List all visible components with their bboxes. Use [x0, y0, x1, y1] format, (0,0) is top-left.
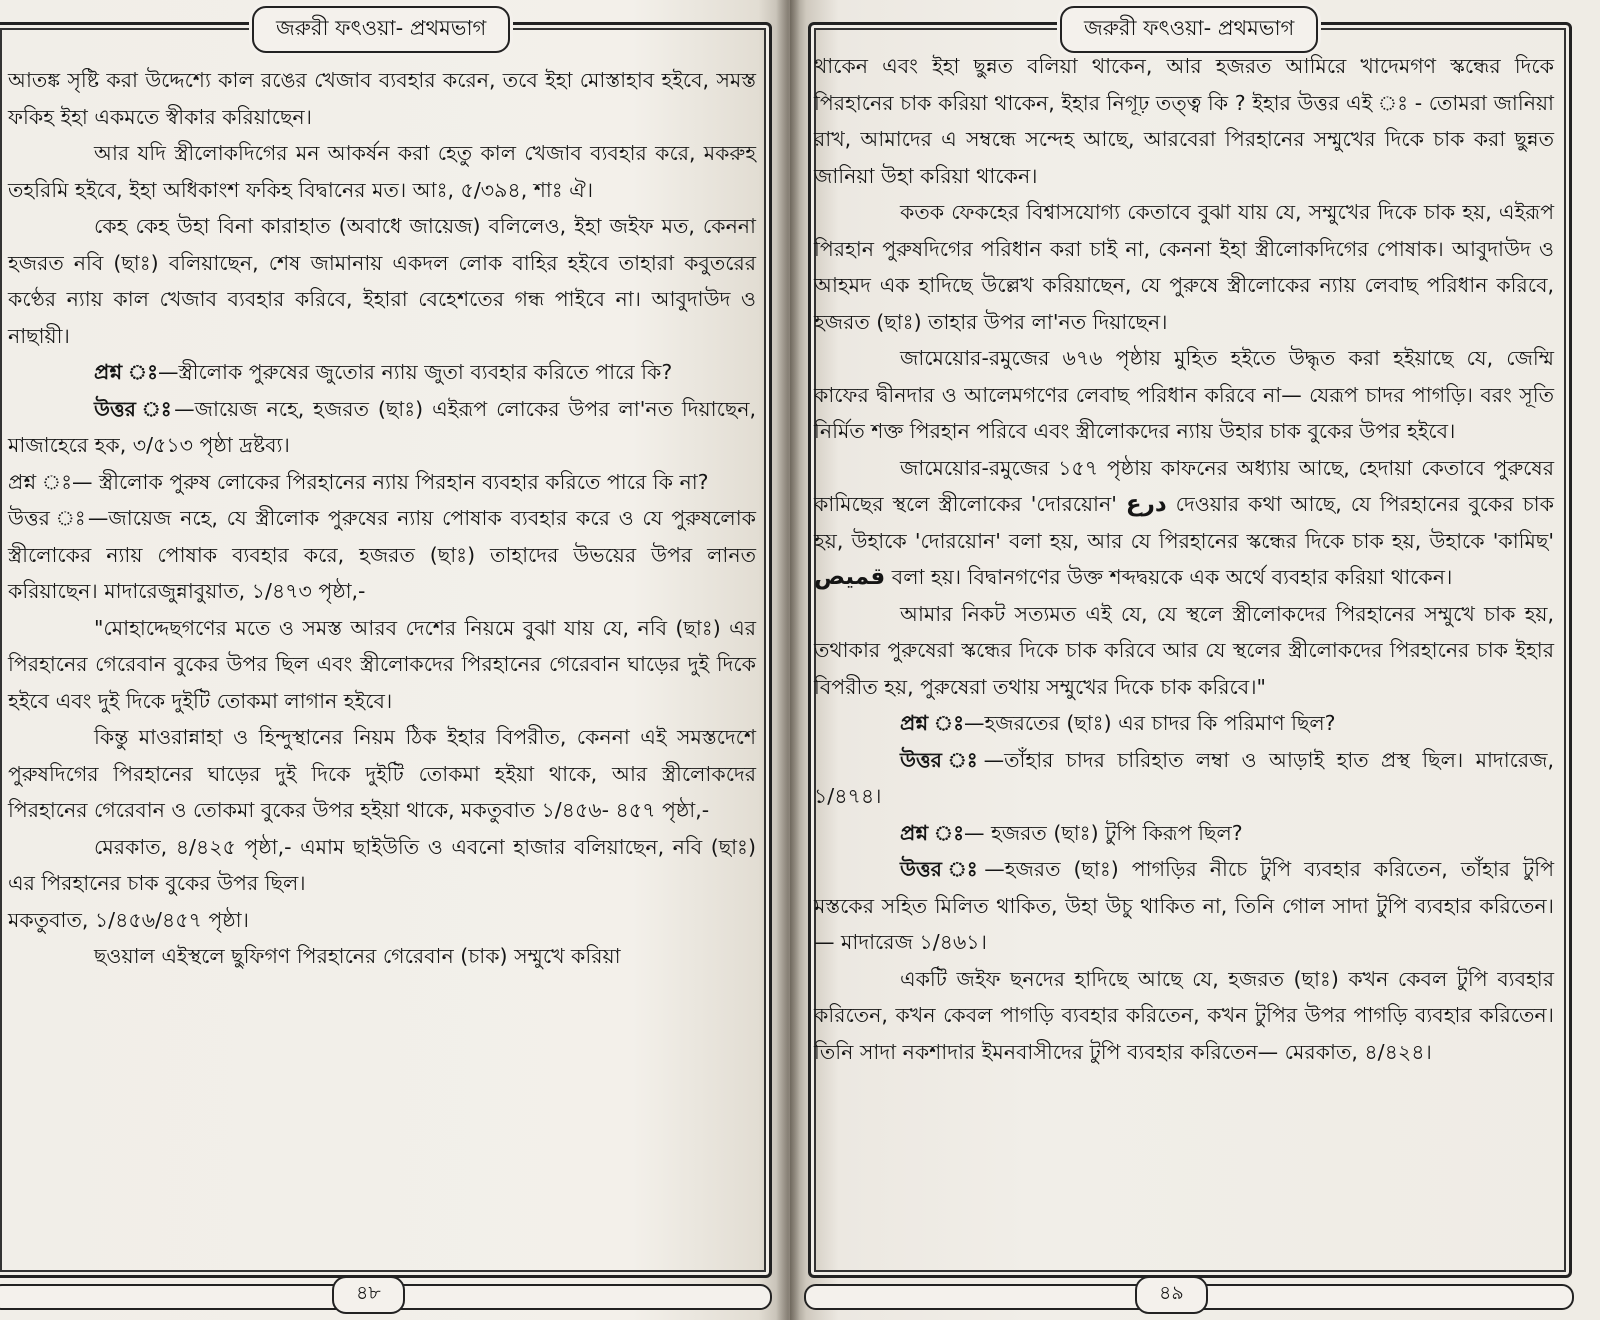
right-page	[790, 0, 1600, 1320]
answer-text: —জায়েজ নহে, হজরত (ছাঃ) এইরূপ লোকের উপর লা'নত দিয়াছেন, মাজাহেরে হক, ৩/৫১৩ পৃষ্ঠা দ্রষ্টব্য।	[8, 396, 756, 457]
question-label: প্রশ্ন ঃ	[900, 820, 965, 845]
paragraph-text: বলা হয়। বিদ্বানগণের উক্ত শব্দদ্বয়কে এক অর্থে ব্যবহার করিয়া থাকেন।	[891, 565, 1453, 589]
answer-label: উত্তর ঃ	[94, 396, 175, 421]
left-page-number: ৪৮	[332, 1276, 405, 1314]
question-paragraph	[814, 705, 1554, 742]
answer-text: —তাঁহার চাদর চারিহাত লম্বা ও আড়াই হাত প্রস্থ ছিল। মাদারেজ, ১/৪৭৪।	[814, 747, 1555, 808]
right-page-body	[814, 48, 1554, 1070]
arabic-word: درع	[1125, 491, 1167, 517]
paragraph: "মোহাদ্দেছগণের মতে ও সমস্ত আরব দেশের নিয়মে বুঝা যায় যে, নবি (ছাঃ) এর পিরহানের গেরেবান বুকের উপর ছিল এবং স্ত্রীলোকদের পিরহানের গেরেবান ঘাড়ের দুই দিকে হইবে এবং দুই দিকে দুইটি তোকমা লাগান হইবে।	[8, 615, 756, 713]
paragraph: কতক ফেকহের বিশ্বাসযোগ্য কেতাবে বুঝা যায় যে, সম্মুখের দিকে চাক হয়, এইরূপ পিরহান পুরুষদিগের পরিধান করা চাই না, কেননা ইহা স্ত্রীলোকদিগের পোষাক। আবুদাউদ ও আহমদ এক হাদিছে উল্লেখ করিয়াছেন, যে পুরুষে স্ত্রীলোকের ন্যায় লেবাছ পরিধান করিবে, হজরত (ছাঃ) তাহার উপর লা'নত দিয়াছেন।	[814, 200, 1554, 334]
answer-paragraph	[814, 742, 1554, 815]
paragraph-text: দেওয়ার কথা আছে, যে পিরহানের বুকের চাক হয়, উহাকে 'দোরয়োন' বলা হয়, আর যে পিরহানের স্কন্ধের দিকে চাক হয়, উহাকে 'কামিছ'	[814, 492, 1554, 553]
question-paragraph	[814, 815, 1554, 852]
right-page-number: ৪৯	[1135, 1276, 1208, 1314]
question-paragraph	[8, 354, 756, 391]
paragraph: মেরকাত, ৪/৪২৫ পৃষ্ঠা,- এমাম ছাইউতি ও এবনো হাজার বলিয়াছেন, নবি (ছাঃ) এর পিরহানের চাক বুকের উপর ছিল।	[8, 834, 756, 895]
paragraph: আতঙ্ক সৃষ্টি করা উদ্দেশ্যে কাল রঙের খেজাব ব্যবহার করেন, তবে ইহা মোস্তাহাব হইবে, সমস্ত ফকিহ ইহা একমতে স্বীকার করিয়াছেন।	[8, 68, 756, 129]
right-page-header: জরুরী ফৎওয়া- প্রথমভাগ	[1060, 6, 1318, 53]
paragraph: ছওয়াল এইস্থলে ছুফিগণ পিরহানের গেরেবান (চাক) সম্মুখে করিয়া	[94, 944, 621, 968]
question-label: প্রশ্ন ঃ	[900, 711, 965, 735]
left-page	[0, 0, 790, 1320]
paragraph: মকতুবাত, ১/৪৫৬/৪৫৭ পৃষ্ঠা।	[8, 907, 249, 932]
answer-text: —হজরত (ছাঃ) পাগড়ির নীচে টুপি ব্যবহার করিতেন, তাঁহার টুপি মস্তকের সহিত মিলিত থাকিত, উহা উচু থাকিত না, তিনি গোল সাদা টুপি ব্যবহার করিতেন।— মাদারেজ ১/৪৬১।	[814, 857, 1554, 954]
paragraph: থাকেন এবং ইহা ছুন্নত বলিয়া থাকেন, আর হজরত আমিরে খাদেমগণ স্কন্ধের দিকে পিরহানের চাক করিয়া থাকেন, ইহার নিগূঢ় তত্ত্ব কি ? ইহার উত্তর এই ঃ - তোমরা জানিয়া রাখ, আমাদের এ সম্বন্ধে সন্দেহ আছে, আরবেরা পিরহানের সম্মুখের দিকে চাক করা ছুন্নত জানিয়া উহা করিয়া থাকেন।	[814, 54, 1554, 188]
question-text: — স্ত্রীলোক পুরুষ লোকের পিরহানের ন্যায় পিরহান ব্যবহার করিতে পারে কি না?	[72, 469, 709, 494]
answer-paragraph	[8, 500, 756, 610]
left-page-header: জরুরী ফৎওয়া- প্রথমভাগ	[252, 6, 510, 53]
paragraph: জামেয়োর-রমুজের ৬৭৬ পৃষ্ঠায় মুহিত হইতে উদ্ধৃত করা হইয়াছে যে, জেম্মি কাফের দ্বীনদার ও আলেমগণের লেবাছ পরিধান করিবে না— যেরূপ চাদর পাগড়ি। বরং সূতি নির্মিত শক্ত পিরহান পরিবে এবং স্ত্রীলোকদের ন্যায় উহার চাক বুকের উপর হইবে।	[814, 346, 1554, 443]
question-label: প্রশ্ন ঃ	[8, 469, 73, 494]
question-text: —হজরতের (ছাঃ) এর চাদর কি পরিমাণ ছিল?	[964, 711, 1336, 735]
question-text: — হজরত (ছাঃ) টুপি কিরূপ ছিল?	[964, 820, 1243, 845]
paragraph	[814, 450, 1554, 596]
paragraph: আর যদি স্ত্রীলোকদিগের মন আকর্ষন করা হেতু কাল খেজাব ব্যবহার করে, মকরুহ তহরিমি হইবে, ইহা অধিকাংশ ফকিহ বিদ্বানের মত। আঃ, ৫/৩৯৪, শাঃ ঐ।	[8, 141, 756, 202]
paragraph: আমার নিকট সত্যমত এই যে, যে স্থলে স্ত্রীলোকদের পিরহানের সম্মুখে চাক হয়, তথাকার পুরুষেরা স্কন্ধের দিকে চাক করিবে আর যে স্থলের স্ত্রীলোকদের পিরহানের চাক ইহার বিপরীত হয়, পুরুষেরা তথায় সম্মুখের দিকে চাক করিবে।"	[814, 601, 1554, 699]
answer-label: উত্তর ঃ	[8, 506, 88, 530]
arabic-word: قميص	[814, 564, 886, 590]
answer-paragraph	[8, 391, 756, 464]
paragraph-text: জামেয়োর-রমুজের ১৫৭ পৃষ্ঠায় কাফনের অধ্যায় আছে, হেদায়া কেতাবে পুরুষের কামিছের স্থলে স্ত্রীলোকের 'দোরয়োন'	[814, 455, 1554, 516]
left-page-body	[8, 62, 756, 975]
answer-text: —জায়েজ নহে, যে স্ত্রীলোক পুরুষের ন্যায় পোষাক ব্যবহার করে ও যে পুরুষলোক স্ত্রীলোকের ন্যায় পোষাক ব্যবহার করে, হজরত (ছাঃ) তাহাদের উভয়ের উপর লানত করিয়াছেন। মাদারেজুন্নাবুয়াত, ১/৪৭৩ পৃষ্ঠা,-	[8, 506, 756, 603]
paragraph: কিন্তু মাওরান্নাহা ও হিন্দুস্থানের নিয়ম ঠিক ইহার বিপরীত, কেননা এই সমস্তদেশে পুরুষদিগের পিরহানের ঘাড়ের দুই দিকে দুইটি তোকমা হইয়া থাকে, আর স্ত্রীলোকদের পিরহানের গেরেবান ও তোকমা বুকের উপর হইয়া থাকে, মকতুবাত ১/৪৫৬- ৪৫৭ পৃষ্ঠা,-	[8, 725, 756, 822]
question-text: —স্ত্রীলোক পুরুষের জুতোর ন্যায় জুতা ব্যবহার করিতে পারে কি?	[158, 360, 673, 384]
answer-paragraph	[814, 851, 1554, 961]
answer-label: উত্তর ঃ	[900, 857, 985, 881]
book-spine-shadow	[776, 0, 800, 1320]
paragraph: কেহ কেহ উহা বিনা কারাহাত (অবাধে জায়েজ) বলিলেও, ইহা জইফ মত, কেননা হজরত নবি (ছাঃ) বলিয়াছেন, শেষ জামানায় একদল লোক বাহির হইবে তাহারা কবুতরের কণ্ঠের ন্যায় কাল খেজাব ব্যবহার করিবে, ইহারা বেহেশতের গন্ধ পাইবে না। আবুদাউদ ও নাছায়ী।	[8, 214, 756, 348]
paragraph: একটি জইফ ছনদের হাদিছে আছে যে, হজরত (ছাঃ) কখন কেবল টুপি ব্যবহার করিতেন, কখন কেবল পাগড়ি ব্যবহার করিতেন, কখন টুপির উপর পাগড়ি ব্যবহার করিতেন। তিনি সাদা নকশাদার ইমনবাসীদের টুপি ব্যবহার করিতেন— মেরকাত, ৪/৪২৪।	[814, 966, 1554, 1064]
answer-label: উত্তর ঃ	[900, 747, 984, 772]
question-paragraph	[8, 464, 756, 501]
question-label: প্রশ্ন ঃ	[94, 360, 159, 384]
